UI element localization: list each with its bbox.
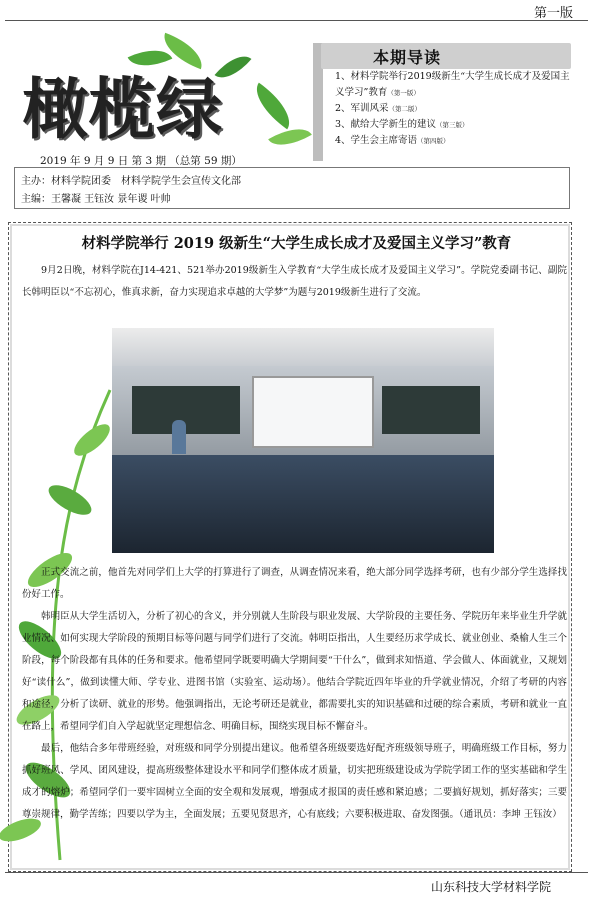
toc-item[interactable] [323, 69, 571, 101]
issue-line: 2019 年 9 月 9 日 第 3 期 （总第 59 期） [40, 155, 242, 167]
table-of-contents [313, 43, 571, 161]
toc-item-page: （第二版） [388, 105, 422, 113]
organizer-box [14, 167, 570, 209]
toc-item[interactable] [323, 117, 571, 133]
toc-item-text: 3、献给大学新生的建议 [335, 119, 437, 130]
toc-item[interactable] [323, 101, 571, 117]
toc-header [321, 43, 571, 69]
editors-line: 主编：王馨凝 王钰汝 景年谡 叶帅 [21, 194, 171, 205]
toc-item-text: 1、材料学院举行2019级新生“大学生成长成才及爱国主义学习”教育 [335, 71, 570, 98]
toc-heading: 本期导读 [373, 48, 442, 67]
footer-institution: 山东科技大学材料学院 [430, 880, 551, 894]
edition-label: 第一版 [533, 6, 573, 21]
toc-item-text: 4、学生会主席寄语 [335, 135, 418, 146]
lecture-photo [112, 328, 494, 553]
toc-item-page: （第一版） [387, 89, 420, 97]
masthead-title: 橄榄绿 [22, 71, 223, 148]
paragraph-3: 韩明臣从大学生活切入，分析了初心的含义，并分别就人生阶段与职业发展、大学阶段的主要任务、学院历年来毕业生升学就业情况、如何实现大学阶段的预期目标等问题与同学们进行了交流。韩明臣指出，人生要经历求学成长、就业创业、桑榆人生三个阶段，每个阶段都有具体的任务和要求。他希望同学既要明确大学期间要“干什么”，做到求知悟道、学会做人、体面就业，又规划好“读什么”，做到读懂大师、学专业、进图书馆（实验室、运动场）。他结合学院近四年毕业的升学就业情况，介绍了考研的内容和途径，分析了读研、就业的形势。他强调指出，无论考研还是就业，都需要扎实的知识基础和过硬的综合素质，考研和就业一直在路上，希望同学们自入学起就坚定理想信念、明确目标，围绕实现目标不懈奋斗。 [22, 611, 567, 732]
article-headline: 材料学院举行 2019 级新生“大学生成长成才及爱国主义学习”教育 [81, 235, 512, 252]
toc-item-page: （第四版） [417, 137, 450, 145]
sponsor-line: 主办：材料学院团委 材料学院学生会宣传文化部 [21, 176, 241, 187]
paragraph-4: 最后，他结合多年带班经验，对班级和同学分别提出建议。他希望各班级要选好配齐班级领导班子，明确班级工作目标，努力抓好班风、学风、团风建设，提高班级整体建设水平和同学们整体成才质量，切实把班级建设成为学院学团工作的坚实基础和学生成才的熔炉；希望同学们一要牢固树立全面的安全观和发展观，增强成才报国的责任感和紧迫感；二要搞好规划，抓好落实；三要尊崇规律，勤学苦练；四要以学为主，全面发展；五要见贤思齐，心有底线；六要积极进取、奋发图强。（通讯员：李坤 王钰汝） [22, 743, 567, 820]
paragraph-1: 9月2日晚，材料学院在J14-421、521举办2019级新生入学教育“大学生成长成才及爱国主义学习”。学院党委副书记、副院长韩明臣以“不忘初心，惟真求新，奋力实现追求卓越的大学梦”为题与2019级新生进行了交流。 [22, 265, 567, 298]
toc-item[interactable] [323, 133, 571, 149]
toc-list [323, 69, 571, 149]
top-rule [5, 20, 588, 21]
bottom-rule [5, 872, 588, 873]
toc-item-text: 2、军训风采 [335, 103, 389, 114]
toc-item-page: （第三版） [436, 121, 469, 129]
paragraph-2: 正式交流之前，他首先对同学们上大学的打算进行了调查，从调查情况来看，绝大部分同学选择考研，也有少部分学生选择找份好工作。 [22, 567, 567, 600]
